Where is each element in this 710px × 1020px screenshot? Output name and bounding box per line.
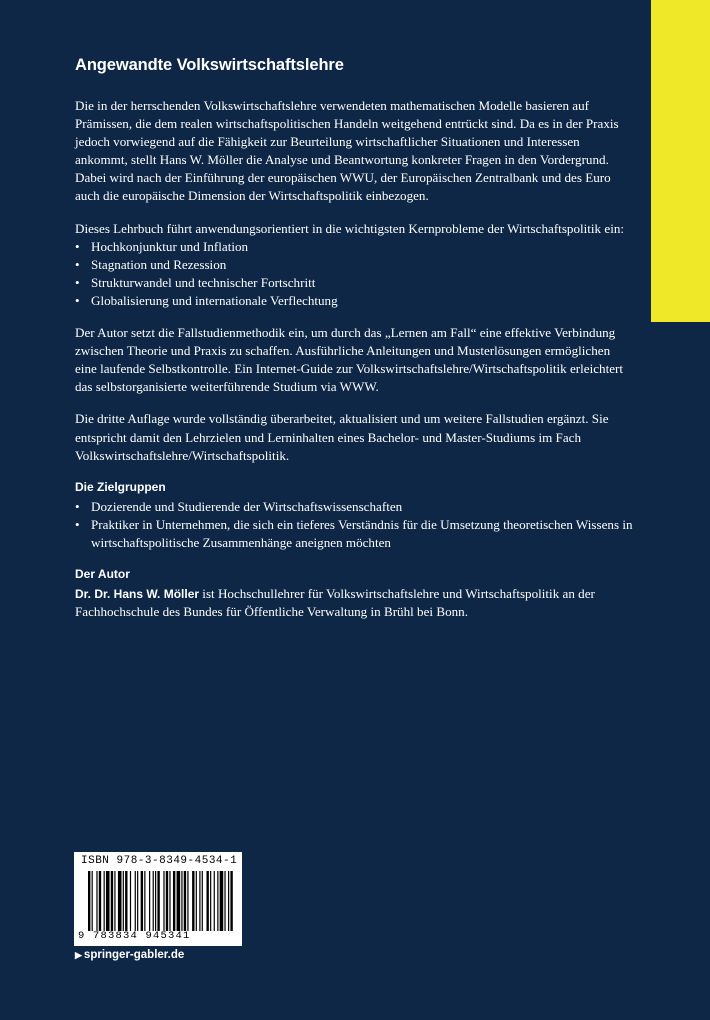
topics-intro: Dieses Lehrbuch führt anwendungsorientiert in die wichtigsten Kernprobleme der Wirtschaftspolitik ein: <box>75 220 625 236</box>
website-label: springer-gabler.de <box>83 949 185 961</box>
target-groups-list <box>75 498 635 552</box>
author-name: Dr. Dr. Hans W. Möller <box>75 586 200 601</box>
list-item: • Stagnation und Rezession <box>75 256 635 274</box>
target-groups-section <box>75 479 635 552</box>
book-title: Angewandte Volkswirtschaftslehre <box>75 56 344 74</box>
list-item: • Globalisierung und internationale Verflechtung <box>75 292 635 310</box>
barcode-bars <box>88 871 234 931</box>
isbn-barcode <box>74 852 242 946</box>
author-section <box>75 566 635 621</box>
website-link[interactable] <box>75 949 184 961</box>
topics-list <box>75 238 635 310</box>
arrow-right-icon: ▶ <box>75 950 82 960</box>
yellow-accent-bar <box>651 0 710 322</box>
description-paragraph: Die in der herrschenden Volkswirtschaftslehre verwendeten mathematischen Modelle basieren auf Prämissen, die dem realen wirtschaftspolitischen Handeln weitgehend entrückt sind. Da es in der Praxis jedoch vorwiegend auf die Fähigkeit zur Beurteilung wirtschaftlicher Situationen und Interessen ankommt, stellt Hans W. Möller die Analyse und Beantwortung konkreter Fragen in den Vordergrund. Dabei wird nach der Einführung der europäischen WWU, der Europäischen Zentralbank und des Euro auch die europäische Dimension der Wirtschaftspolitik einbezogen. <box>75 98 619 204</box>
list-item: • Strukturwandel und technischer Fortschritt <box>75 274 635 292</box>
isbn-label: ISBN 978-3-8349-4534-1 <box>81 855 238 867</box>
author-heading: Der Autor <box>75 566 130 581</box>
method-paragraph: Der Autor setzt die Fallstudienmethodik ein, um durch das „Lernen am Fall“ eine effektive Verbindung zwischen Theorie und Praxis zu schaffen. Ausführliche Anleitungen und Musterlösungen ermöglichen eine laufende Selbstkontrolle. Ein Internet-Guide zur Volkswirtschaftslehre/Wirtschaftspolitik erleichtert das selbstorganisierte weiterführende Studium via WWW. <box>75 325 624 395</box>
barcode-digits: 9 783834 945341 <box>78 930 191 942</box>
target-groups-heading: Die Zielgruppen <box>75 479 166 494</box>
topics-block <box>75 220 635 310</box>
author-text: ist Hochschullehrer für Volkswirtschaftslehre und Wirtschaftspolitik an der Fachhochschule des Bundes für Öffentliche Verwaltung in Brühl bei Bonn. <box>75 585 595 620</box>
list-item: • Dozierende und Studierende der Wirtschaftswissenschaften <box>75 498 635 516</box>
author-bio <box>75 585 635 621</box>
back-cover-text <box>75 56 635 635</box>
list-item: • Hochkonjunktur und Inflation <box>75 238 635 256</box>
list-item: • Praktiker in Unternehmen, die sich ein tieferes Verständnis für die Umsetzung theoretischen Wissens in wirtschaftspolitische Zusammenhänge aneignen möchten <box>75 516 635 552</box>
edition-paragraph: Die dritte Auflage wurde vollständig überarbeitet, aktualisiert und um weitere Fallstudien ergänzt. Sie entspricht damit den Lehrzielen und Lerninhalten eines Bachelor- und Master-Studiums im Fach Volkswirtschaftslehre/Wirtschaftspolitik. <box>75 411 609 463</box>
